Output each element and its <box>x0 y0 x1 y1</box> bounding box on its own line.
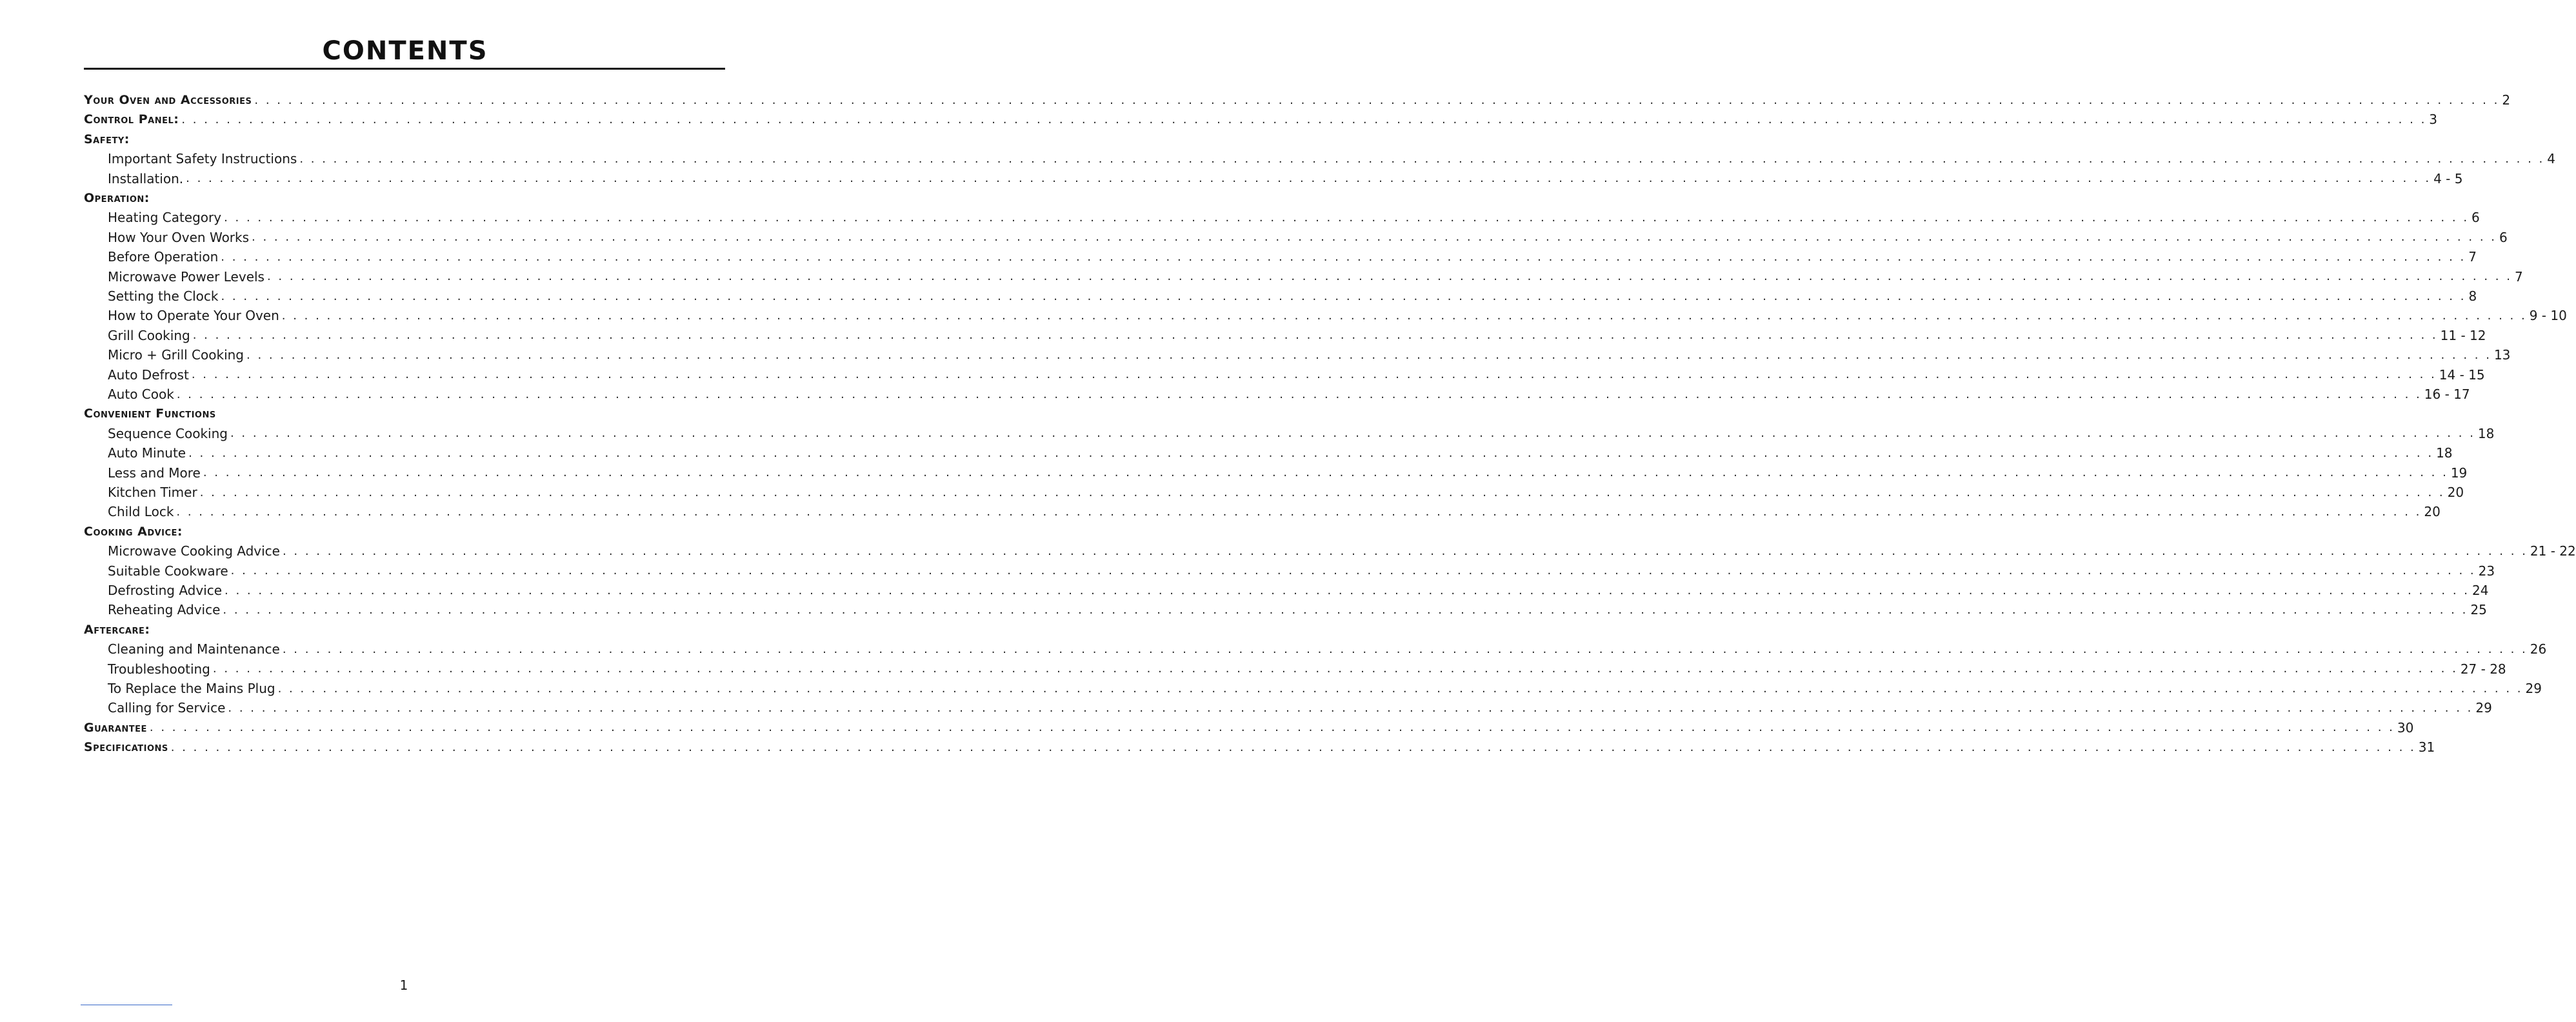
toc-entry-row[interactable] <box>108 424 2495 443</box>
toc-entry-row[interactable] <box>108 267 2523 286</box>
toc-page-number: 2 <box>2502 92 2511 108</box>
toc-page-number: 18 <box>2436 445 2453 461</box>
toc-page-number: 20 <box>2424 504 2441 520</box>
toc-page-number: 8 <box>2468 288 2477 304</box>
toc-entry-row[interactable] <box>108 600 2487 619</box>
toc-leader-dots: . . . . . . . . . . . . . . . . . . . . . . . . . . . . . . . . . . . . . . . . . . . . . . . . . . . . . . . . . . . . . . . . . . . . . . . . . . . . . . . . . . . . . . . . . . . . . . . . . . . . . . . . . . . . . . . . . . . . . . . . . . . . . . . . . . . . . . . . . . . . . . . . . . . . . . . . . . . . . . . . . . . . . . . . . . . . . . . . . . . . . . . . . . . . . . . . . . . . . . . . <box>230 426 2475 441</box>
toc-entry-label: How to Operate Your Oven <box>108 308 279 324</box>
toc-leader-dots: . . . . . . . . . . . . . . . . . . . . . . . . . . . . . . . . . . . . . . . . . . . . . . . . . . . . . . . . . . . . . . . . . . . . . . . . . . . . . . . . . . . . . . . . . . . . . . . . . . . . . . . . . . . . . . . . . . . . . . . . . . . . . . . . . . . . . . . . . . . . . . . . . . . . . . . . . . . . . . . . . . . . . . . . . . . . . . . . . . . . . . . . . . . . . . . . . . . . . . . . <box>203 466 2448 480</box>
toc-entry-row[interactable] <box>108 326 2486 345</box>
toc-leader-dots: . . . . . . . . . . . . . . . . . . . . . . . . . . . . . . . . . . . . . . . . . . . . . . . . . . . . . . . . . . . . . . . . . . . . . . . . . . . . . . . . . . . . . . . . . . . . . . . . . . . . . . . . . . . . . . . . . . . . . . . . . . . . . . . . . . . . . . . . . . . . . . . . . . . . . . . . . . . . . . . . . . . . . . . . . . . . . . . . . . . . . . . . . . . . . . . . . . . . . . . . <box>149 721 2395 735</box>
toc-section-row[interactable] <box>84 130 706 149</box>
toc-entry-label: Auto Defrost <box>108 366 189 383</box>
toc-leader-dots: . . . . . . . . . . . . . . . . . . . . . . . . . . . . . . . . . . . . . . . . . . . . . . . . . . . . . . . . . . . . . . . . . . . . . . . . . . . . . . . . . . . . . . . . . . . . . . . . . . . . . . . . . . . . . . . . . . . . . . . . . . . . . . . . . . . . . . . . . . . . . . . . . . . . . . . . . . . . . . . . . . . . . . . . . . . . . . . . . . . . . . . . . . . . . . . . . . . . . . . . <box>225 583 2470 597</box>
toc-page-number: 20 <box>2447 485 2464 500</box>
toc-section-label: Your Oven and Accessories <box>84 93 252 107</box>
title-rule <box>84 68 725 70</box>
toc-page-number: 25 <box>2470 602 2487 618</box>
toc-entry-row[interactable] <box>108 228 2508 247</box>
toc-leader-dots: . . . . . . . . . . . . . . . . . . . . . . . . . . . . . . . . . . . . . . . . . . . . . . . . . . . . . . . . . . . . . . . . . . . . . . . . . . . . . . . . . . . . . . . . . . . . . . . . . . . . . . . . . . . . . . . . . . . . . . . . . . . . . . . . . . . . . . . . . . . . . . . . . . . . . . . . . . . . . . . . . . . . . . . . . . . . . . . . . . . . . . . . . . . . . . . . . . . . . . . . <box>228 701 2473 715</box>
toc-section-row[interactable] <box>84 110 2438 129</box>
toc-entry-label: Kitchen Timer <box>108 485 197 500</box>
toc-section-row[interactable] <box>84 737 2435 757</box>
toc-entry-row[interactable] <box>108 639 2547 659</box>
toc-entry-label: Important Safety Instructions <box>108 151 297 167</box>
toc-leader-dots: . . . . . . . . . . . . . . . . . . . . . . . . . . . . . . . . . . . . . . . . . . . . . . . . . . . . . . . . . . . . . . . . . . . . . . . . . . . . . . . . . . . . . . . . . . . . . . . . . . . . . . . . . . . . . . . . . . . . . . . . . . . . . . . . . . . . . . . . . . . . . . . . . . . . . . . . . . . . . . . . . . . . . . . . . . . . . . . . . . . . . . . . . . . . . . . . . . . . . . . . <box>176 387 2422 401</box>
toc-entry-label: Auto Cook <box>108 386 174 402</box>
toc-leader-dots: . . . . . . . . . . . . . . . . . . . . . . . . . . . . . . . . . . . . . . . . . . . . . . . . . . . . . . . . . . . . . . . . . . . . . . . . . . . . . . . . . . . . . . . . . . . . . . . . . . . . . . . . . . . . . . . . . . . . . . . . . . . . . . . . . . . . . . . . . . . . . . . . . . . . . . . . . . . . . . . . . . . . . . . . . . . . . . . . . . . . . . . . . . . . . . . . . . . . . . . . <box>230 564 2476 578</box>
toc-entry-label: To Replace the Mains Plug <box>108 681 275 696</box>
toc-leader-dots: . . . . . . . . . . . . . . . . . . . . . . . . . . . . . . . . . . . . . . . . . . . . . . . . . . . . . . . . . . . . . . . . . . . . . . . . . . . . . . . . . . . . . . . . . . . . . . . . . . . . . . . . . . . . . . . . . . . . . . . . . . . . . . . . . . . . . . . . . . . . . . . . . . . . . . . . . . . . . . . . . . . . . . . . . . . . . . . . . . . . . . . . . . . . . . . . . . . . . . . . <box>254 93 2500 107</box>
toc-entry-label: Troubleshooting <box>108 661 210 677</box>
toc-page-number: 4 - 5 <box>2433 170 2463 186</box>
toc-leader-dots: . . . . . . . . . . . . . . . . . . . . . . . . . . . . . . . . . . . . . . . . . . . . . . . . . . . . . . . . . . . . . . . . . . . . . . . . . . . . . . . . . . . . . . . . . . . . . . . . . . . . . . . . . . . . . . . . . . . . . . . . . . . . . . . . . . . . . . . . . . . . . . . . . . . . . . . . . . . . . . . . . . . . . . . . . . . . . . . . . . . . . . . . . . . . . . . . . . . . . . . . <box>223 603 2468 617</box>
toc-section-row[interactable] <box>84 522 706 541</box>
toc-entry-label: Defrosting Advice <box>108 583 223 598</box>
toc-page-number: 7 <box>2514 268 2523 285</box>
toc-section-row[interactable] <box>84 188 706 208</box>
toc-page-number: 6 <box>2471 210 2480 226</box>
toc-page-number: 21 - 22 <box>2530 543 2576 559</box>
toc-leader-dots: . . . . . . . . . . . . . . . . . . . . . . . . . . . . . . . . . . . . . . . . . . . . . . . . . . . . . . . . . . . . . . . . . . . . . . . . . . . . . . . . . . . . . . . . . . . . . . . . . . . . . . . . . . . . . . . . . . . . . . . . . . . . . . . . . . . . . . . . . . . . . . . . . . . . . . . . . . . . . . . . . . . . . . . . . . . . . . . . . . . . . . . . . . . . . . . . . . . . . . . . <box>221 289 2466 303</box>
toc-page-number: 23 <box>2478 563 2495 579</box>
toc-entry-row[interactable] <box>108 208 2480 227</box>
toc-leader-dots: . . . . . . . . . . . . . . . . . . . . . . . . . . . . . . . . . . . . . . . . . . . . . . . . . . . . . . . . . . . . . . . . . . . . . . . . . . . . . . . . . . . . . . . . . . . . . . . . . . . . . . . . . . . . . . . . . . . . . . . . . . . . . . . . . . . . . . . . . . . . . . . . . . . . . . . . . . . . . . . . . . . . . . . . . . . . . . . . . . . . . . . . . . . . . . . . . . . . . . . . <box>252 230 2497 245</box>
page-title: CONTENTS <box>322 36 488 66</box>
toc-section-label: Guarantee <box>84 720 147 735</box>
toc-page-number: 27 - 28 <box>2460 661 2506 677</box>
toc-page-number: 29 <box>2525 681 2542 696</box>
toc-entry-label: Calling for Service <box>108 700 226 716</box>
toc-page-number: 6 <box>2499 229 2508 245</box>
toc-entry-row[interactable] <box>108 483 2464 502</box>
toc-leader-dots: . . . . . . . . . . . . . . . . . . . . . . . . . . . . . . . . . . . . . . . . . . . . . . . . . . . . . . . . . . . . . . . . . . . . . . . . . . . . . . . . . . . . . . . . . . . . . . . . . . . . . . . . . . . . . . . . . . . . . . . . . . . . . . . . . . . . . . . . . . . . . . . . . . . . . . . . . . . . . . . . . . . . . . . . . . . . . . . . . . . . . . . . . . . . . . . . . . . . . . . . <box>212 662 2458 676</box>
toc-entry-row[interactable] <box>108 306 2567 325</box>
toc-entry-row[interactable] <box>108 286 2477 306</box>
toc-page-number: 3 <box>2429 112 2438 128</box>
toc-page-number: 26 <box>2530 641 2547 657</box>
toc-entry-row[interactable] <box>108 581 2489 600</box>
toc-entry-row[interactable] <box>108 502 2441 521</box>
toc-entry-label: Less and More <box>108 465 201 481</box>
toc-leader-dots: . . . . . . . . . . . . . . . . . . . . . . . . . . . . . . . . . . . . . . . . . . . . . . . . . . . . . . . . . . . . . . . . . . . . . . . . . . . . . . . . . . . . . . . . . . . . . . . . . . . . . . . . . . . . . . . . . . . . . . . . . . . . . . . . . . . . . . . . . . . . . . . . . . . . . . . . . . . . . . . . . . . . . . . . . . . . . . . . . . . . . . . . . . . . . . . . . . . . . . . . <box>170 740 2416 754</box>
toc-leader-dots: . . . . . . . . . . . . . . . . . . . . . . . . . . . . . . . . . . . . . . . . . . . . . . . . . . . . . . . . . . . . . . . . . . . . . . . . . . . . . . . . . . . . . . . . . . . . . . . . . . . . . . . . . . . . . . . . . . . . . . . . . . . . . . . . . . . . . . . . . . . . . . . . . . . . . . . . . . . . . . . . . . . . . . . . . . . . . . . . . . . . . . . . . . . . . . . . . . . . . . . . <box>221 250 2466 264</box>
toc-page-number: 9 - 10 <box>2529 308 2567 324</box>
toc-entry-row[interactable] <box>108 541 2576 561</box>
toc-entry-row[interactable] <box>108 149 2555 168</box>
toc-page-number: 29 <box>2475 700 2492 716</box>
toc-entry-row[interactable] <box>108 659 2506 679</box>
toc-leader-dots: . . . . . . . . . . . . . . . . . . . . . . . . . . . . . . . . . . . . . . . . . . . . . . . . . . . . . . . . . . . . . . . . . . . . . . . . . . . . . . . . . . . . . . . . . . . . . . . . . . . . . . . . . . . . . . . . . . . . . . . . . . . . . . . . . . . . . . . . . . . . . . . . . . . . . . . . . . . . . . . . . . . . . . . . . . . . . . . . . . . . . . . . . . . . . . . . . . . . . . . . <box>188 446 2434 460</box>
toc-entry-label: Heating Category <box>108 210 222 226</box>
toc-section-row[interactable] <box>84 90 2511 110</box>
toc-page-number: 30 <box>2397 719 2414 736</box>
toc-section-label: Operation: <box>84 191 150 205</box>
toc-entry-row[interactable] <box>108 385 2470 404</box>
toc-entry-label: Sequence Cooking <box>108 425 228 441</box>
toc-leader-dots: . . . . . . . . . . . . . . . . . . . . . . . . . . . . . . . . . . . . . . . . . . . . . . . . . . . . . . . . . . . . . . . . . . . . . . . . . . . . . . . . . . . . . . . . . . . . . . . . . . . . . . . . . . . . . . . . . . . . . . . . . . . . . . . . . . . . . . . . . . . . . . . . . . . . . . . . . . . . . . . . . . . . . . . . . . . . . . . . . . . . . . . . . . . . . . . . . . . . . . . . <box>199 485 2445 499</box>
toc-entry-label: Microwave Power Levels <box>108 268 265 285</box>
toc-leader-dots: . . . . . . . . . . . . . . . . . . . . . . . . . . . . . . . . . . . . . . . . . . . . . . . . . . . . . . . . . . . . . . . . . . . . . . . . . . . . . . . . . . . . . . . . . . . . . . . . . . . . . . . . . . . . . . . . . . . . . . . . . . . . . . . . . . . . . . . . . . . . . . . . . . . . . . . . . . . . . . . . . . . . . . . . . . . . . . . . . . . . . . . . . . . . . . . . . . . . . . . . <box>176 505 2422 519</box>
toc-entry-row[interactable] <box>108 443 2453 463</box>
toc-section-label: Specifications <box>84 740 168 755</box>
toc-page-number: 31 <box>2418 739 2435 756</box>
toc-entry-row[interactable] <box>108 169 2463 188</box>
toc-page-number: 24 <box>2471 583 2489 598</box>
toc-leader-dots: . . . . . . . . . . . . . . . . . . . . . . . . . . . . . . . . . . . . . . . . . . . . . . . . . . . . . . . . . . . . . . . . . . . . . . . . . . . . . . . . . . . . . . . . . . . . . . . . . . . . . . . . . . . . . . . . . . . . . . . . . . . . . . . . . . . . . . . . . . . . . . . . . . . . . . . . . . . . . . . . . . . . . . . . . . . . . . . . . . . . . . . . . . . . . . . . . . . . . . . . <box>282 544 2528 558</box>
toc-entry-label: Auto Minute <box>108 445 186 461</box>
toc-entry-row[interactable] <box>108 561 2495 581</box>
toc-section-label: Control Panel: <box>84 112 179 127</box>
toc-section-row[interactable] <box>84 718 2414 737</box>
toc-entry-label: Cleaning and Maintenance <box>108 641 280 657</box>
toc-entry-row[interactable] <box>108 345 2511 365</box>
toc-entry-row[interactable] <box>108 679 2542 698</box>
toc-leader-dots: . . . . . . . . . . . . . . . . . . . . . . . . . . . . . . . . . . . . . . . . . . . . . . . . . . . . . . . . . . . . . . . . . . . . . . . . . . . . . . . . . . . . . . . . . . . . . . . . . . . . . . . . . . . . . . . . . . . . . . . . . . . . . . . . . . . . . . . . . . . . . . . . . . . . . . . . . . . . . . . . . . . . . . . . . . . . . . . . . . . . . . . . . . . . . . . . . . . . . . . . <box>277 681 2523 696</box>
toc-entry-label: Child Lock <box>108 504 174 520</box>
toc-page-number: 4 <box>2547 151 2555 167</box>
toc-section-row[interactable] <box>84 404 706 423</box>
toc-section-label: Cooking Advice: <box>84 524 183 539</box>
toc-entry-label: Setting the Clock <box>108 288 219 304</box>
toc-leader-dots: . . . . . . . . . . . . . . . . . . . . . . . . . . . . . . . . . . . . . . . . . . . . . . . . . . . . . . . . . . . . . . . . . . . . . . . . . . . . . . . . . . . . . . . . . . . . . . . . . . . . . . . . . . . . . . . . . . . . . . . . . . . . . . . . . . . . . . . . . . . . . . . . . . . . . . . . . . . . . . . . . . . . . . . . . . . . . . . . . . . . . . . . . . . . . . . . . . . . . . . . <box>282 642 2528 656</box>
toc-entry-label: Suitable Cookware <box>108 563 228 579</box>
toc-leader-dots: . . . . . . . . . . . . . . . . . . . . . . . . . . . . . . . . . . . . . . . . . . . . . . . . . . . . . . . . . . . . . . . . . . . . . . . . . . . . . . . . . . . . . . . . . . . . . . . . . . . . . . . . . . . . . . . . . . . . . . . . . . . . . . . . . . . . . . . . . . . . . . . . . . . . . . . . . . . . . . . . . . . . . . . . . . . . . . . . . . . . . . . . . . . . . . . . . . . . . . . . <box>186 172 2431 186</box>
toc-leader-dots: . . . . . . . . . . . . . . . . . . . . . . . . . . . . . . . . . . . . . . . . . . . . . . . . . . . . . . . . . . . . . . . . . . . . . . . . . . . . . . . . . . . . . . . . . . . . . . . . . . . . . . . . . . . . . . . . . . . . . . . . . . . . . . . . . . . . . . . . . . . . . . . . . . . . . . . . . . . . . . . . . . . . . . . . . . . . . . . . . . . . . . . . . . . . . . . . . . . . . . . . <box>191 368 2437 382</box>
toc-section-label: Convenient Functions <box>84 406 216 421</box>
toc-entry-label: Grill Cooking <box>108 327 190 343</box>
toc-entry-label: Before Operation <box>108 249 219 265</box>
toc-leader-dots: . . . . . . . . . . . . . . . . . . . . . . . . . . . . . . . . . . . . . . . . . . . . . . . . . . . . . . . . . . . . . . . . . . . . . . . . . . . . . . . . . . . . . . . . . . . . . . . . . . . . . . . . . . . . . . . . . . . . . . . . . . . . . . . . . . . . . . . . . . . . . . . . . . . . . . . . . . . . . . . . . . . . . . . . . . . . . . . . . . . . . . . . . . . . . . . . . . . . . . . . <box>192 328 2438 343</box>
toc-leader-dots: . . . . . . . . . . . . . . . . . . . . . . . . . . . . . . . . . . . . . . . . . . . . . . . . . . . . . . . . . . . . . . . . . . . . . . . . . . . . . . . . . . . . . . . . . . . . . . . . . . . . . . . . . . . . . . . . . . . . . . . . . . . . . . . . . . . . . . . . . . . . . . . . . . . . . . . . . . . . . . . . . . . . . . . . . . . . . . . . . . . . . . . . . . . . . . . . . . . . . . . . <box>266 270 2512 284</box>
toc-leader-dots: . . . . . . . . . . . . . . . . . . . . . . . . . . . . . . . . . . . . . . . . . . . . . . . . . . . . . . . . . . . . . . . . . . . . . . . . . . . . . . . . . . . . . . . . . . . . . . . . . . . . . . . . . . . . . . . . . . . . . . . . . . . . . . . . . . . . . . . . . . . . . . . . . . . . . . . . . . . . . . . . . . . . . . . . . . . . . . . . . . . . . . . . . . . . . . . . . . . . . . . . <box>299 152 2545 166</box>
toc-page-number: 7 <box>2468 249 2477 265</box>
toc-entry-row[interactable] <box>108 463 2468 483</box>
toc-page-number: 16 - 17 <box>2424 386 2470 402</box>
toc-page-number: 11 - 12 <box>2440 327 2486 343</box>
toc-page-number: 14 - 15 <box>2439 366 2485 383</box>
toc-page-number: 18 <box>2477 425 2495 441</box>
toc-page-number: 13 <box>2493 347 2511 363</box>
toc-section-row[interactable] <box>84 620 706 639</box>
toc-leader-dots: . . . . . . . . . . . . . . . . . . . . . . . . . . . . . . . . . . . . . . . . . . . . . . . . . . . . . . . . . . . . . . . . . . . . . . . . . . . . . . . . . . . . . . . . . . . . . . . . . . . . . . . . . . . . . . . . . . . . . . . . . . . . . . . . . . . . . . . . . . . . . . . . . . . . . . . . . . . . . . . . . . . . . . . . . . . . . . . . . . . . . . . . . . . . . . . . . . . . . . . . <box>181 112 2427 126</box>
toc-entry-label: Micro + Grill Cooking <box>108 347 244 363</box>
toc-page-number: 19 <box>2450 465 2468 481</box>
toc-entry-row[interactable] <box>108 247 2477 266</box>
toc-entry-label: Installation. <box>108 170 184 186</box>
toc-section-label: Safety: <box>84 132 130 146</box>
toc-entry-label: Microwave Cooking Advice <box>108 543 280 559</box>
toc-entry-row[interactable] <box>108 365 2485 385</box>
toc-entry-row[interactable] <box>108 698 2492 717</box>
toc-entry-label: How Your Oven Works <box>108 229 250 245</box>
toc-leader-dots: . . . . . . . . . . . . . . . . . . . . . . . . . . . . . . . . . . . . . . . . . . . . . . . . . . . . . . . . . . . . . . . . . . . . . . . . . . . . . . . . . . . . . . . . . . . . . . . . . . . . . . . . . . . . . . . . . . . . . . . . . . . . . . . . . . . . . . . . . . . . . . . . . . . . . . . . . . . . . . . . . . . . . . . . . . . . . . . . . . . . . . . . . . . . . . . . . . . . . . . . <box>224 210 2470 225</box>
toc-leader-dots: . . . . . . . . . . . . . . . . . . . . . . . . . . . . . . . . . . . . . . . . . . . . . . . . . . . . . . . . . . . . . . . . . . . . . . . . . . . . . . . . . . . . . . . . . . . . . . . . . . . . . . . . . . . . . . . . . . . . . . . . . . . . . . . . . . . . . . . . . . . . . . . . . . . . . . . . . . . . . . . . . . . . . . . . . . . . . . . . . . . . . . . . . . . . . . . . . . . . . . . . <box>281 308 2527 323</box>
toc-leader-dots: . . . . . . . . . . . . . . . . . . . . . . . . . . . . . . . . . . . . . . . . . . . . . . . . . . . . . . . . . . . . . . . . . . . . . . . . . . . . . . . . . . . . . . . . . . . . . . . . . . . . . . . . . . . . . . . . . . . . . . . . . . . . . . . . . . . . . . . . . . . . . . . . . . . . . . . . . . . . . . . . . . . . . . . . . . . . . . . . . . . . . . . . . . . . . . . . . . . . . . . . <box>246 348 2491 362</box>
toc-entry-label: Reheating Advice <box>108 602 221 618</box>
toc-section-label: Aftercare: <box>84 622 150 637</box>
page-number: 1 <box>399 977 408 993</box>
